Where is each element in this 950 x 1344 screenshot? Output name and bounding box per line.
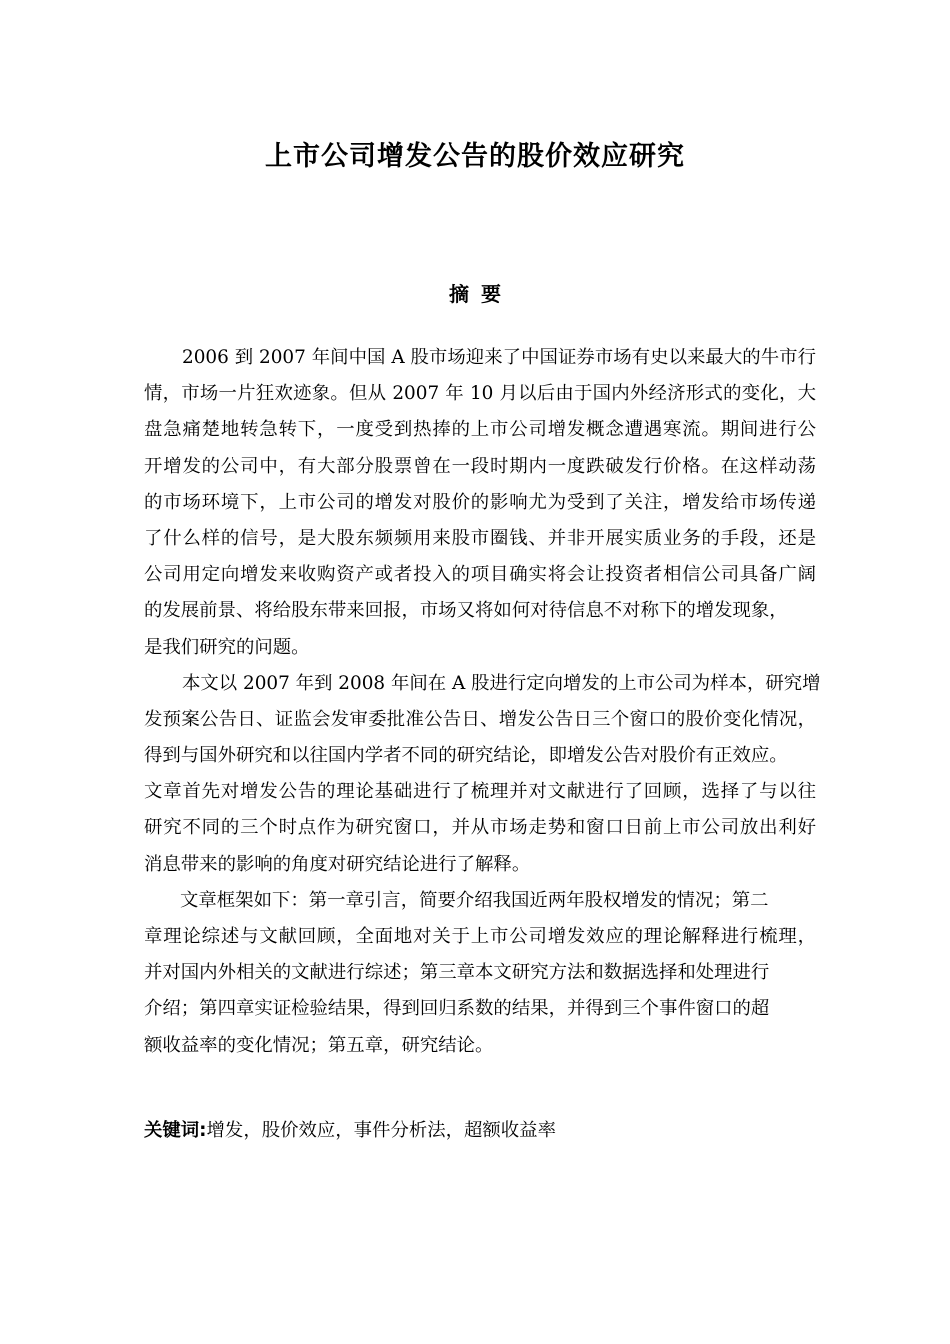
abstract-heading-char-2: 要	[481, 282, 501, 306]
paragraph-3-line-3: 并对国内外相关的文献进行综述；第三章本文研究方法和数据选择和处理进行	[144, 962, 770, 984]
paragraph-1-line-2: 情，市场一片狂欢迹象。但从 2007 年 10 月以后由于国内外经济形式的变化，大	[144, 383, 816, 405]
paragraph-3-line-2: 章理论综述与文献回顾，全面地对关于上市公司增发效应的理论解释进行梳理，	[144, 926, 816, 947]
abstract-body	[144, 340, 821, 1064]
paragraph-3-line-1: 文章框架如下：第一章引言，简要介绍我国近两年股权增发的情况；第二	[180, 889, 769, 911]
abstract-heading	[0, 278, 950, 307]
paragraph-1-line-9: 是我们研究的问题。	[144, 636, 310, 658]
paragraph-1-line-1: 2006 到 2007 年间中国 A 股市场迎来了中国证券市场有史以来最大的牛市行	[182, 347, 816, 368]
paragraph-2-line-6: 消息带来的影响的角度对研究结论进行了解释。	[144, 853, 531, 875]
paragraph-1-line-8: 的发展前景、将给股东带来回报，市场又将如何对待信息不对称下的增发现象，	[144, 600, 788, 622]
paragraph-1-line-4: 开增发的公司中，有大部分股票曾在一段时期内一度跌破发行价格。在这样动荡	[144, 455, 816, 477]
paragraph-1-line-7: 公司用定向增发来收购资产或者投入的项目确实将会让投资者相信公司具备广阔	[144, 564, 816, 586]
paragraph-1-line-5: 的市场环境下，上市公司的增发对股价的影响尤为受到了关注，增发给市场传递	[144, 491, 816, 513]
keywords-value: 增发，股价效应，事件分析法，超额收益率	[206, 1120, 556, 1141]
paragraph-1-line-6: 了什么样的信号，是大股东频频用来股市圈钱、并非开展实质业务的手段，还是	[144, 527, 816, 549]
paragraph-2-line-4: 文章首先对增发公告的理论基础进行了梳理并对文献进行了回顾，选择了与以往	[144, 781, 816, 803]
paragraph-3-line-4: 介绍；第四章实证检验结果，得到回归系数的结果，并得到三个事件窗口的超	[144, 998, 770, 1020]
paragraph-2-line-3: 得到与国外研究和以往国内学者不同的研究结论，即增发公告对股价有正效应。	[144, 745, 788, 767]
paragraph-2-line-5: 研究不同的三个时点作为研究窗口，并从市场走势和窗口日前上市公司放出利好	[144, 817, 816, 839]
paragraph-2-line-2: 发预案公告日、证监会发审委批准公告日、增发公告日三个窗口的股价变化情况，	[144, 708, 816, 730]
paragraph-3-line-5: 额收益率的变化情况；第五章，研究结论。	[144, 1034, 494, 1056]
keywords-label: 关键词:	[144, 1120, 207, 1141]
keywords	[144, 1116, 556, 1146]
paragraph-2-line-1: 本文以 2007 年到 2008 年间在 A 股进行定向增发的上市公司为样本，研究增	[182, 672, 821, 694]
abstract-heading-char-1: 摘	[449, 282, 469, 306]
paper-title: 上市公司增发公告的股价效应研究	[265, 141, 685, 172]
paragraph-1-line-3: 盘急痛楚地转急转下，一度受到热捧的上市公司增发概念遭遇寒流。期间进行公	[144, 419, 816, 441]
